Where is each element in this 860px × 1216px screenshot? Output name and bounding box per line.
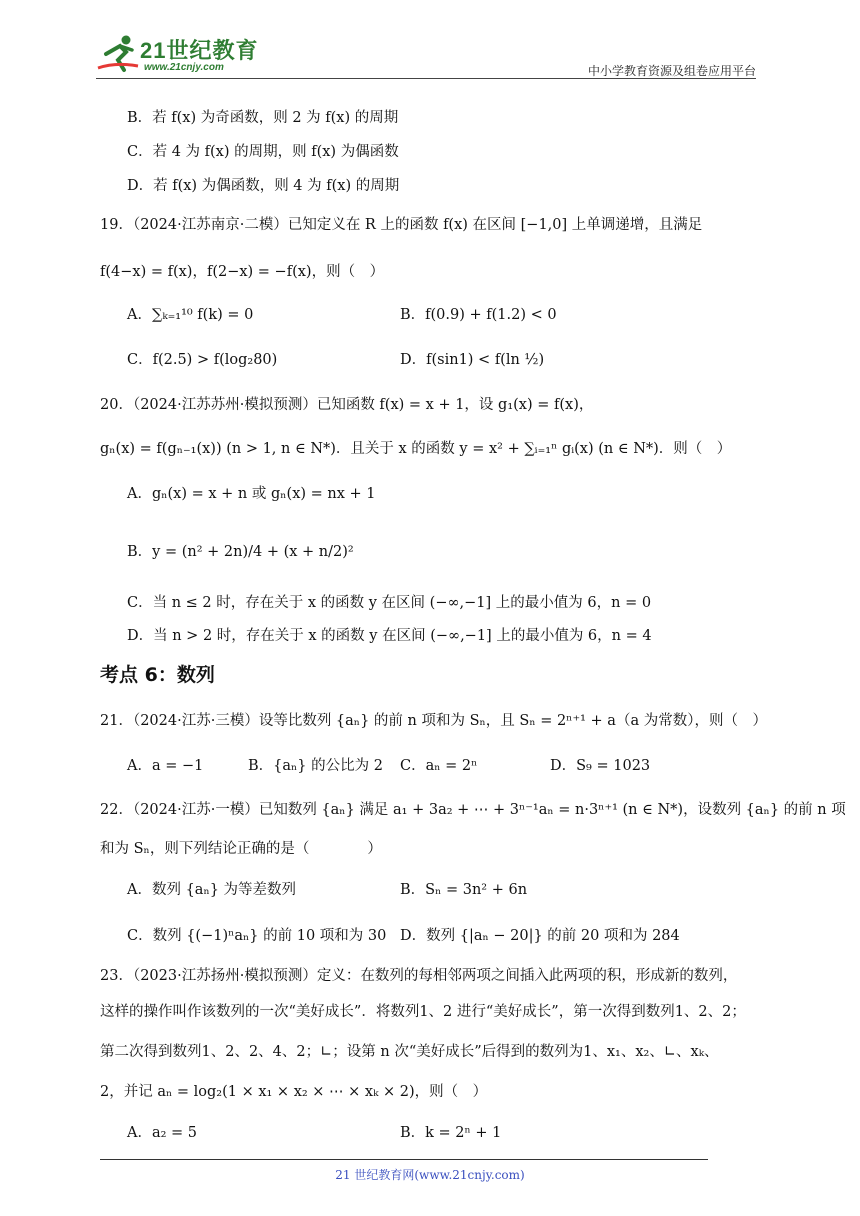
q21-stem: 21．（2024·江苏·三模）设等比数列 {aₙ} 的前 n 项和为 Sₙ，且 Sₙ = 2ⁿ⁺¹ + a（a 为常数），则（ ） [100,713,767,729]
q20-stem-line1: 20．（2024·江苏苏州·模拟预测）已知函数 f(x) = x + 1，设 g₁(x) = f(x)， [100,397,594,413]
q19-option-b: B．f(0.9) + f(1.2) < 0 [400,307,557,323]
q19-option-c: C．f(2.5) > f(log₂80) [127,352,278,368]
q20-option-c: C．当 n ≤ 2 时，存在关于 x 的函数 y 在区间 (−∞,−1] 上的最小值为 6，n = 0 [127,595,652,611]
q21-option-c: C．aₙ = 2ⁿ [400,758,478,774]
q22-option-a: A．数列 {aₙ} 为等差数列 [127,882,297,898]
q21-option-b: B．{aₙ} 的公比为 2 [248,758,383,774]
page-header [0,0,860,80]
q21-option-a: A．a = −1 [127,758,204,774]
q23-stem-line1: 23．（2023·江苏扬州·模拟预测）定义：在数列的每相邻两项之间插入此两项的积，形成新的数列， [100,968,738,984]
page-footer: 21 世纪教育网(www.21cnjy.com) [335,1168,525,1182]
q18-option-c: C．若 4 为 f(x) 的周期，则 f(x) 为偶函数 [127,144,399,160]
section-heading: 考点 6：数列 [100,664,215,686]
logo-brand-text: 21世纪教育 [140,38,259,63]
logo-url-text: www.21cnjy.com [144,62,224,73]
q20-stem-line2: gₙ(x) = f(gₙ₋₁(x)) (n > 1, n ∈ N*)．且关于 x 的函数 y = x² + ∑ᵢ₌₁ⁿ gᵢ(x) (n ∈ N*)．则（ ） [100,441,732,457]
q22-option-d: D．数列 {|aₙ − 20|} 的前 20 项和为 284 [400,928,680,944]
q19-stem-line2: f(4−x) = f(x)，f(2−x) = −f(x)，则（ ） [100,264,385,280]
q22-option-c: C．数列 {(−1)ⁿaₙ} 的前 10 项和为 30 [127,928,387,944]
q22-option-b: B．Sₙ = 3n² + 6n [400,882,528,898]
site-logo [96,34,276,78]
q23-option-a: A．a₂ = 5 [127,1125,198,1141]
q18-option-b: B．若 f(x) 为奇函数，则 2 为 f(x) 的周期 [127,110,399,126]
q18-option-d: D．若 f(x) 为偶函数，则 4 为 f(x) 的周期 [127,178,400,194]
footer-divider [100,1159,708,1160]
platform-name: 中小学教育资源及组卷应用平台 [587,64,756,78]
q23-stem-line4: 2，并记 aₙ = log₂(1 × x₁ × x₂ × ⋯ × xₖ × 2)，则（ ） [100,1084,488,1100]
q20-option-d: D．当 n > 2 时，存在关于 x 的函数 y 在区间 (−∞,−1] 上的最小值为 6，n = 4 [127,628,652,644]
q19-option-d: D．f(sin1) < f(ln ½) [400,352,545,368]
header-divider [96,78,756,79]
runner-logo-icon [96,34,140,74]
q22-stem-line1: 22．（2024·江苏·一模）已知数列 {aₙ} 满足 a₁ + 3a₂ + ⋯ + 3ⁿ⁻¹aₙ = n·3ⁿ⁺¹ (n ∈ N*)，设数列 {aₙ} 的前 n 项 [100,802,846,818]
q23-option-b: B．k = 2ⁿ + 1 [400,1125,502,1141]
q23-stem-line3: 第二次得到数列1、2、2、4、2；∟；设第 n 次“美好成长”后得到的数列为1、x₁、x₂、∟、xₖ、 [100,1044,719,1060]
q20-option-b: B．y = (n² + 2n)/4 + (x + n/2)² [127,544,354,560]
q20-option-a: A．gₙ(x) = x + n 或 gₙ(x) = nx + 1 [127,486,376,502]
q21-option-d: D．S₉ = 1023 [550,758,651,774]
q19-stem-line1: 19．（2024·江苏南京·二模）已知定义在 R 上的函数 f(x) 在区间 [−1,0] 上单调递增，且满足 [100,217,703,233]
q23-stem-line2: 这样的操作叫作该数列的一次“美好成长”．将数列1、2 进行“美好成长”，第一次得到数列1、2、2； [100,1004,746,1020]
q19-option-a: A．∑ₖ₌₁¹⁰ f(k) = 0 [127,307,254,323]
q22-stem-line2: 和为 Sₙ，则下列结论正确的是（ ） [100,841,382,857]
